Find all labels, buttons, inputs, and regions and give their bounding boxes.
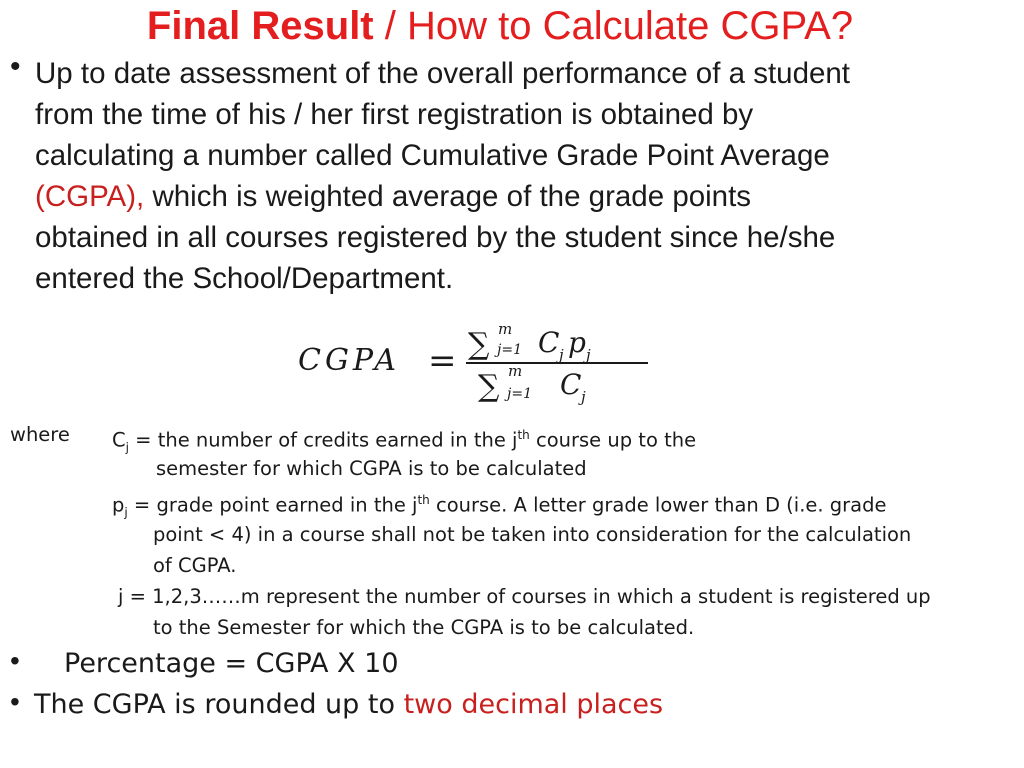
rounding-note (34, 688, 663, 722)
cgpa-highlight: (CGPA), (35, 180, 145, 213)
bullet-icon: • (10, 645, 20, 676)
pj-definition-continued: of CGPA. (153, 554, 237, 577)
paragraph-line: Up to date assessment of the overall performance of a student (35, 57, 850, 90)
slide-title (0, 2, 1000, 50)
numerator-c: C (538, 326, 560, 359)
title-bold-part: Final Result (146, 4, 374, 48)
numerator-upper-limit: m (498, 320, 513, 338)
paragraph-line: entered the School/Department. (35, 262, 454, 295)
denominator-c: C (560, 368, 582, 401)
pj-symbol: p (112, 493, 125, 517)
cgpa-description-paragraph (35, 53, 1010, 299)
denominator-sum-symbol: ∑ (478, 369, 500, 404)
bullet-icon: • (10, 50, 21, 83)
cgpa-formula (298, 318, 658, 408)
numerator-lower-limit: j=1 (497, 342, 522, 358)
paragraph-line: from the time of his / her first registration is obtained by (35, 98, 754, 131)
cj-superscript: th (517, 428, 530, 442)
cj-text-b: course up to the (529, 428, 697, 452)
where-label: where (10, 423, 70, 446)
formula-equals: = (428, 341, 457, 381)
rounding-note-highlight: two decimal places (403, 689, 664, 720)
pj-subscript: j (124, 505, 128, 520)
denominator-c-sub: j (581, 388, 586, 406)
paragraph-line-rest: which is weighted average of the grade points (144, 180, 752, 213)
numerator-c-sub: j (559, 346, 564, 364)
percentage-formula: Percentage = CGPA X 10 (64, 648, 399, 679)
numerator-p-sub: j (586, 346, 591, 364)
pj-text-a: = grade point earned in the j (127, 493, 418, 517)
cj-text-a: = the number of credits earned in the j (128, 428, 518, 452)
cj-definition (112, 423, 696, 459)
denominator-lower-limit: j=1 (507, 386, 532, 402)
title-rest-part: / How to Calculate CGPA? (373, 4, 854, 48)
cj-subscript: j (125, 440, 129, 455)
bullet-icon: • (10, 686, 20, 717)
numerator-p: p (568, 326, 586, 359)
j-definition: j = 1,2,3……m represent the number of courses in which a student is registered up (118, 585, 931, 608)
cj-definition-continued: semester for which CGPA is to be calculated (156, 457, 587, 480)
rounding-note-text: The CGPA is rounded up to (34, 689, 404, 720)
formula-lhs: CGPA (298, 343, 401, 378)
pj-definition (112, 488, 887, 524)
paragraph-line (35, 176, 1010, 217)
cj-symbol: C (112, 428, 126, 452)
denominator-upper-limit: m (508, 362, 523, 380)
paragraph-line: calculating a number called Cumulative Grade Point Average (35, 139, 830, 172)
pj-definition-continued: point < 4) in a course shall not be taken into consideration for the calculation (153, 523, 912, 546)
paragraph-line: obtained in all courses registered by the student since he/she (35, 221, 836, 254)
j-definition-continued: to the Semester for which the CGPA is to be calculated. (153, 616, 695, 639)
pj-text-b: course. A letter grade lower than D (i.e. grade (429, 493, 887, 517)
numerator-sum-symbol: ∑ (468, 327, 490, 362)
pj-superscript: th (417, 493, 430, 507)
